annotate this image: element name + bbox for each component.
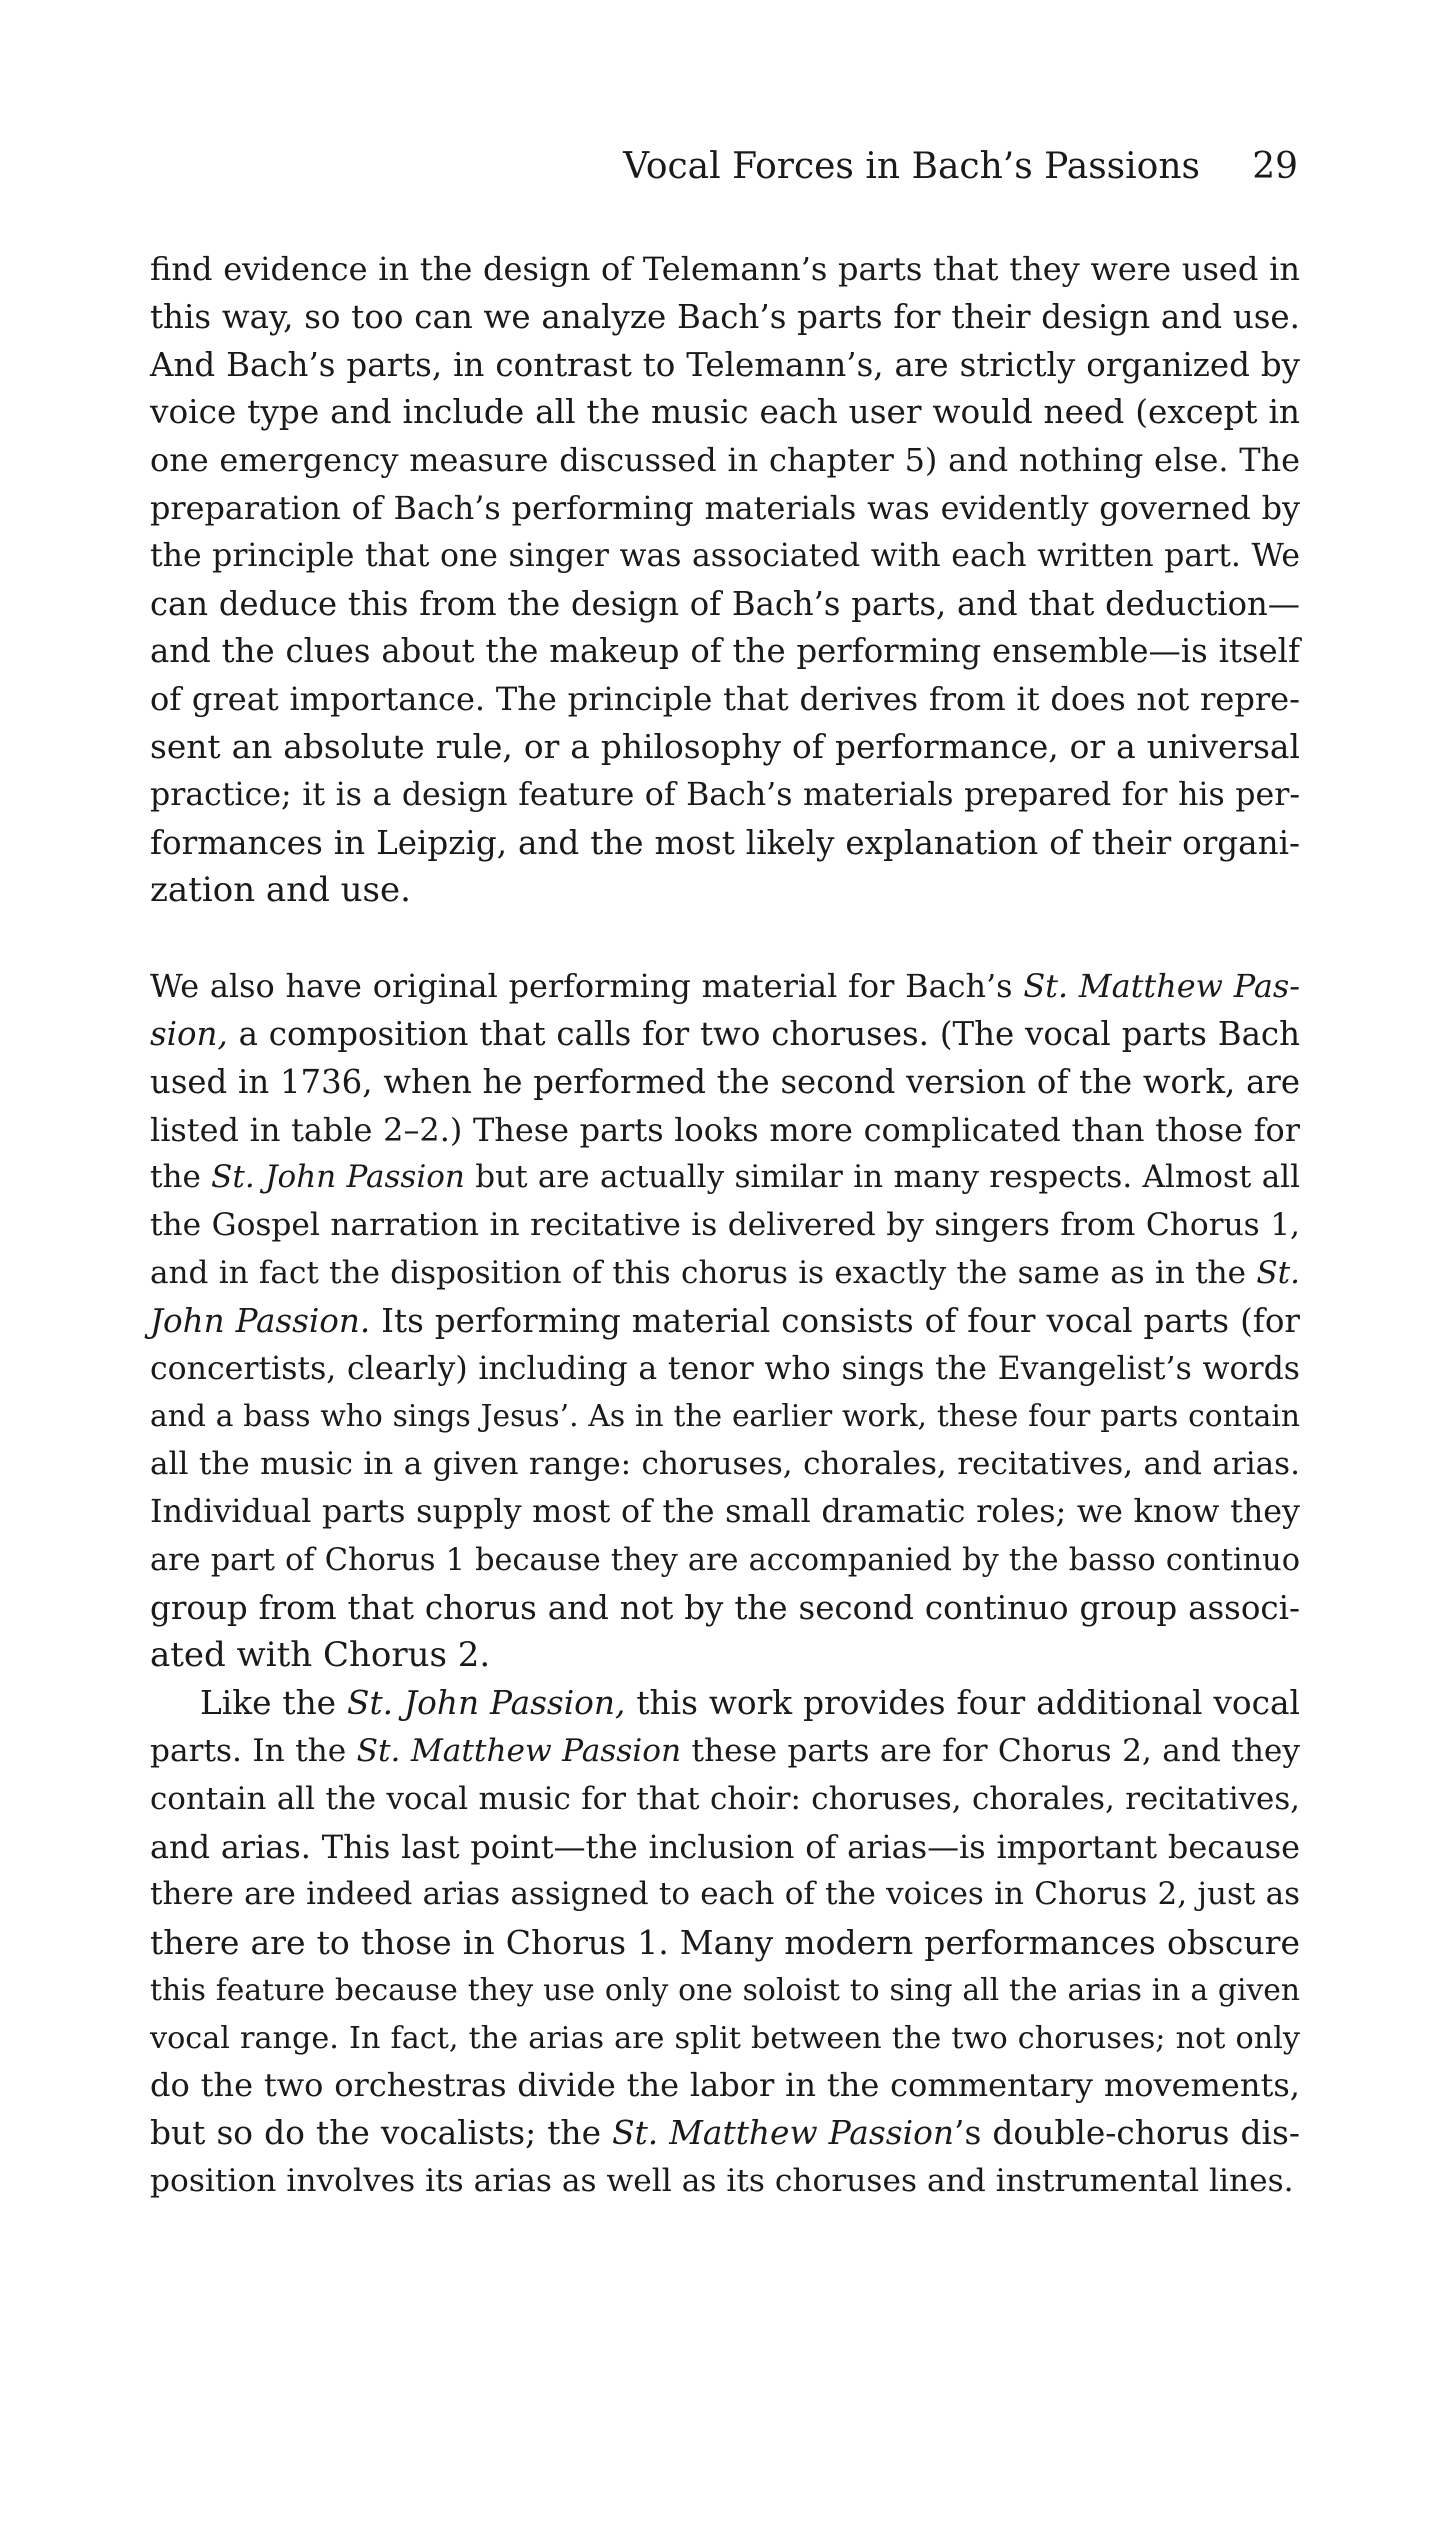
text-line: concertists, clearly) including a tenor who sings the Evangelist’s words — [150, 1350, 1300, 1387]
text-run: Like the — [200, 1684, 348, 1723]
italic-title: St. John Passion, — [347, 1684, 626, 1723]
text-run: but are actually similar in many respects. Almost all — [464, 1159, 1301, 1196]
text-line: do the two orchestras divide the labor in the commentary movements, — [150, 2066, 1300, 2105]
text-line: this way, so too can we analyze Bach’s parts for their design and use. — [150, 297, 1300, 336]
text-line: Individual parts supply most of the small dramatic roles; we know they — [150, 1493, 1300, 1530]
text-line: vocal range. In fact, the arias are split between the two choruses; not only — [150, 2020, 1300, 2056]
text-line — [150, 1250, 1300, 1298]
text-line: of great importance. The principle that derives from it does not repre- — [150, 680, 1300, 719]
text-run: but so do the vocalists; the — [150, 2114, 613, 2153]
paragraph-1 — [150, 246, 1300, 915]
text-run: and in fact the disposition of this chorus is exactly the same as in the — [150, 1254, 1257, 1291]
text-line: zation and use. — [150, 870, 411, 911]
italic-title: St. — [1256, 1254, 1300, 1291]
page-number: 29 — [1252, 146, 1298, 187]
text-line: contain all the vocal music for that choir: choruses, chorales, recitatives, — [150, 1780, 1300, 1817]
text-line: practice; it is a design feature of Bach’s materials prepared for his per- — [150, 776, 1300, 813]
text-line: there are indeed arias assigned to each of the voices in Chorus 2, just as — [150, 1876, 1300, 1913]
body-text — [150, 246, 1300, 2206]
italic-title: sion, — [150, 1014, 228, 1053]
text-line — [150, 1728, 1300, 1776]
text-line — [150, 963, 1300, 1011]
text-line: ated with Chorus 2. — [150, 1635, 491, 1676]
text-line: all the music in a given range: choruses, chorales, recitatives, and arias. — [150, 1446, 1300, 1483]
text-line: used in 1736, when he performed the second version of the work, are — [150, 1062, 1300, 1101]
text-line: this feature because they use only one soloist to sing all the arias in a given — [150, 1972, 1300, 2008]
running-title: Vocal Forces in Bach’s Passions — [623, 146, 1200, 187]
text-line: can deduce this from the design of Bach’s parts, and that deduction— — [150, 584, 1300, 623]
italic-title: St. Matthew Pas- — [1023, 967, 1300, 1006]
text-line: group from that chorus and not by the second continuo group associ- — [150, 1588, 1300, 1627]
text-line: voice type and include all the music each user would need (except in — [150, 393, 1300, 432]
section-break — [150, 915, 1300, 963]
text-run: these parts are for Chorus 2, and they — [681, 1732, 1300, 1769]
text-line: preparation of Bach’s performing materials was evidently governed by — [150, 488, 1300, 527]
text-run: We also have original performing material for Bach’s — [150, 967, 1024, 1006]
paragraph-3 — [150, 1680, 1300, 2206]
text-run: the — [150, 1159, 212, 1196]
text-line: formances in Leipzig, and the most likely explanation of their organi- — [150, 823, 1300, 862]
text-line — [150, 1680, 1300, 1728]
text-line: one emergency measure discussed in chapter 5) and nothing else. The — [150, 441, 1300, 480]
text-line — [150, 1298, 1300, 1346]
text-line: the Gospel narration in recitative is delivered by singers from Chorus 1, — [150, 1207, 1300, 1244]
text-line: the principle that one singer was associated with each written part. We — [150, 537, 1300, 574]
text-line — [150, 1011, 1300, 1059]
text-run: parts. In the — [150, 1732, 357, 1769]
text-line: position involves its arias as well as its choruses and instrumental lines. — [150, 2163, 1294, 2200]
text-line: there are to those in Chorus 1. Many modern performances obscure — [150, 1923, 1300, 1963]
text-line: are part of Chorus 1 because they are accompanied by the basso continuo — [150, 1542, 1300, 1578]
text-line: listed in table 2–2.) These parts looks more complicated than those for — [150, 1110, 1300, 1149]
text-run: Its performing material consists of four vocal parts (for — [370, 1301, 1300, 1340]
italic-title: St. Matthew Passion — [612, 2114, 955, 2153]
italic-title: St. Matthew Passion — [356, 1732, 682, 1769]
text-run: ’s double-chorus dis- — [954, 2114, 1300, 2153]
text-line — [150, 2110, 1300, 2158]
italic-title: John Passion. — [150, 1301, 371, 1340]
text-line: And Bach’s parts, in contrast to Telemann’s, are strictly organized by — [150, 345, 1300, 384]
text-line: and the clues about the makeup of the performing ensemble—is itself — [150, 632, 1300, 671]
text-run: a composition that calls for two choruses. (The vocal parts Bach — [227, 1014, 1300, 1053]
text-line: find evidence in the design of Telemann’s parts that they were used in — [150, 250, 1300, 288]
text-run: this work provides four additional vocal — [625, 1684, 1300, 1723]
italic-title: St. John Passion — [211, 1159, 465, 1196]
text-line — [150, 1154, 1300, 1202]
text-line: sent an absolute rule, or a philosophy of performance, or a universal — [150, 727, 1300, 766]
paragraph-2 — [150, 963, 1300, 1680]
running-head — [150, 142, 1300, 192]
text-line: and a bass who sings Jesus’. As in the earlier work, these four parts contain — [150, 1399, 1300, 1435]
text-line: and arias. This last point—the inclusion of arias—is important because — [150, 1827, 1300, 1866]
